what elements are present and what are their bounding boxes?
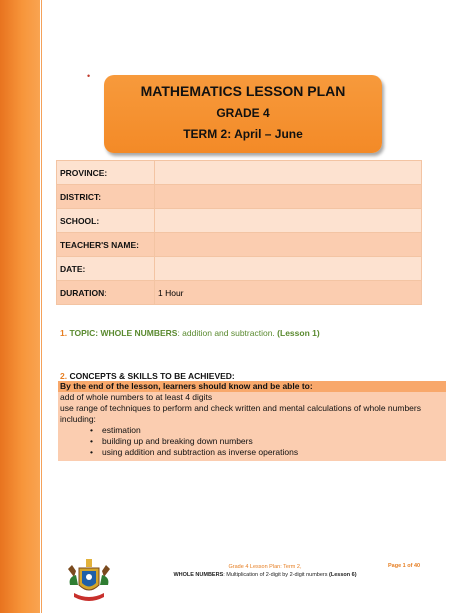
topic-description: : addition and subtraction. [177,328,275,338]
skills-bullet-list [60,425,444,458]
table-row [57,185,422,209]
concepts-heading-text: CONCEPTS & SKILLS TO BE ACHIEVED: [69,371,235,381]
table-row [57,233,422,257]
district-label: DISTRICT: [57,185,155,209]
side-decoration-bar [0,0,40,613]
district-value[interactable] [155,185,422,209]
date-label: DATE: [57,257,155,281]
table-row [57,161,422,185]
topic-line [60,328,320,338]
date-value[interactable] [155,257,422,281]
grade-heading: GRADE 4 [216,106,270,120]
province-label: PROVINCE: [57,161,155,185]
title-banner [104,75,382,153]
school-value[interactable] [155,209,422,233]
footer-plan-line: Grade 4 Lesson Plan: Term 2, [228,564,302,570]
table-row [57,209,422,233]
topic-lesson: (Lesson 1) [277,328,320,338]
skills-line: add of whole numbers to at least 4 digits [60,392,213,402]
footer-topic-bold: WHOLE NUMBERS [173,572,224,578]
table-row [57,281,422,305]
duration-value[interactable]: 1 Hour [155,281,422,305]
term-heading: TERM 2: April – June [183,127,303,141]
table-row [57,257,422,281]
concepts-number: 2. [60,371,68,381]
topic-number: 1. [60,328,68,338]
concepts-heading [60,371,235,381]
list-item: • estimation [90,425,444,436]
list-item: • building up and breaking down numbers [90,436,444,447]
duration-label-colon: : [104,287,107,298]
side-decoration-line [41,0,42,613]
coat-of-arms-logo [64,555,114,605]
decorative-dot: • [87,71,91,81]
document-title: MATHEMATICS LESSON PLAN [140,83,346,99]
footer-topic-rest: : Multiplication of 2-digit by 2-digit numbers [223,572,328,578]
topic-label: TOPIC: WHOLE NUMBERS [69,328,178,338]
teacher-name-value[interactable] [155,233,422,257]
school-info-table [56,160,422,305]
list-item: • using addition and subtraction as inverse operations [90,447,444,458]
teacher-name-label: TEACHER'S NAME: [57,233,155,257]
page-number: Page 1 of 40 [388,563,421,569]
footer-lesson: (Lesson 6) [329,572,357,578]
skills-line: use range of techniques to perform and check written and mental calculations of whole numbers including: [60,403,421,424]
skills-box [58,381,446,461]
skills-intro: By the end of the lesson, learners should know and be able to: [58,381,446,392]
footer-topic-line [150,571,380,579]
school-label: SCHOOL: [57,209,155,233]
duration-label [57,281,155,305]
page-footer [150,563,380,579]
province-value[interactable] [155,161,422,185]
duration-label-text: DURATION [60,287,105,298]
